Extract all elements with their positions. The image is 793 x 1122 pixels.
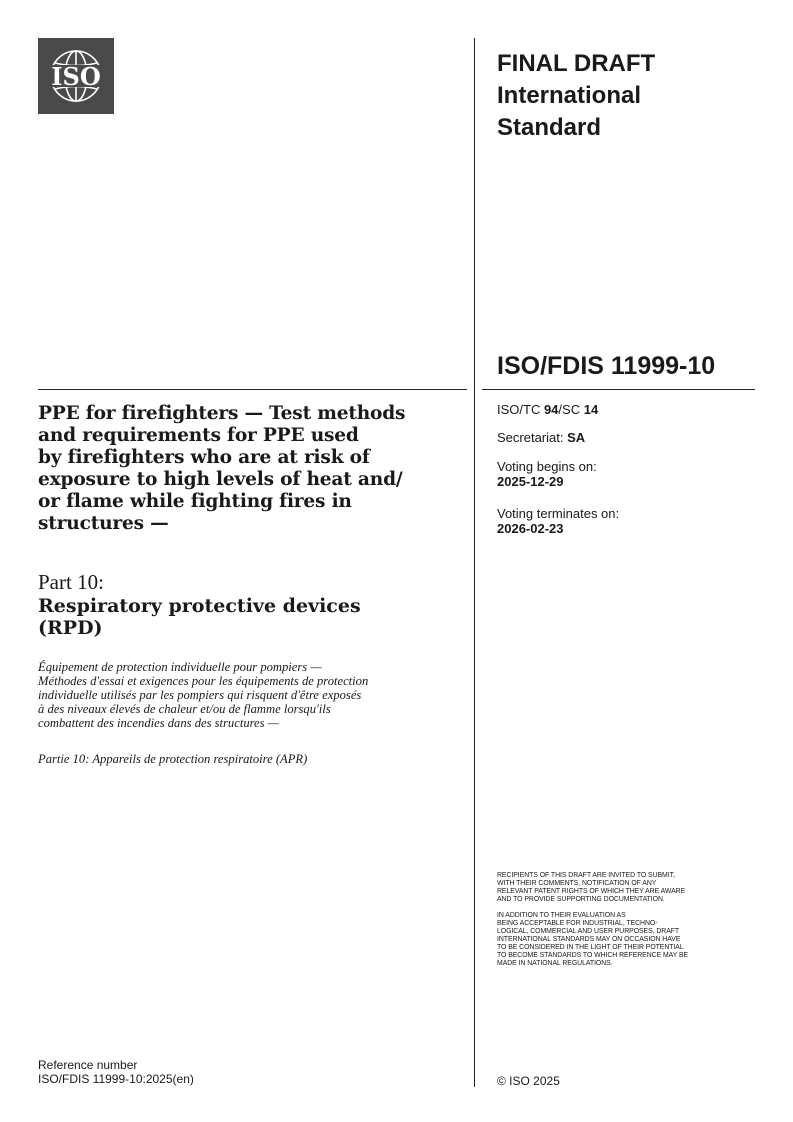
tc-number: 94 <box>543 402 559 417</box>
title-line: and requirements for PPE used <box>38 425 359 446</box>
title-fr-line: Équipement de protection individuelle pour pompiers — <box>38 660 322 674</box>
voting-terminates-label: Voting terminates on: <box>497 506 620 521</box>
horizontal-rule-right <box>482 389 755 390</box>
title-line: exposure to high levels of heat and/ <box>38 469 403 490</box>
secretariat-line <box>497 430 585 445</box>
committee-line <box>497 402 598 417</box>
notice-line: WITH THEIR COMMENTS, NOTIFICATION OF ANY <box>497 880 657 887</box>
notice-line: RECIPIENTS OF THIS DRAFT ARE INVITED TO SUBMIT, <box>497 872 675 879</box>
draft-kind-line: International <box>497 82 642 109</box>
voting-terminates-date: 2026-02-23 <box>497 521 564 536</box>
part-title-line: (RPD) <box>38 617 103 639</box>
horizontal-rule-left <box>38 389 467 390</box>
reference-value: ISO/FDIS 11999-10:2025(en) <box>38 1072 194 1086</box>
title-line: structures — <box>38 513 169 534</box>
draft-kind-line: Standard <box>497 114 602 141</box>
notice-line: TO BE CONSIDERED IN THE LIGHT OF THEIR POTENTIAL <box>497 944 684 951</box>
secretariat-value: SA <box>567 430 586 445</box>
notice-line: MADE IN NATIONAL REGULATIONS. <box>497 960 613 967</box>
copyright: © ISO 2025 <box>497 1074 560 1088</box>
title-line: by firefighters who are at risk of <box>38 447 370 468</box>
notice-line: IN ADDITION TO THEIR EVALUATION AS <box>497 912 626 919</box>
sc-number: 14 <box>583 402 599 417</box>
standard-number: ISO/FDIS 11999-10 <box>497 352 716 380</box>
title-line: or flame while fighting fires in <box>38 491 352 512</box>
draft-kind-heading <box>497 48 757 144</box>
title-french <box>38 660 458 730</box>
title-fr-line: Méthodes d'essai et exigences pour les équipements de protection <box>38 674 369 688</box>
patent-notice <box>497 872 757 904</box>
notice-line: AND TO PROVIDE SUPPORTING DOCUMENTATION. <box>497 896 665 903</box>
part-title-french: Partie 10: Appareils de protection respiratoire (APR) <box>38 752 308 766</box>
notice-line: RELEVANT PATENT RIGHTS OF WHICH THEY ARE AWARE <box>497 888 686 895</box>
committee-prefix: ISO/TC <box>497 402 544 417</box>
notice-line: BEING ACCEPTABLE FOR INDUSTRIAL, TECHNO- <box>497 920 658 927</box>
title-english <box>38 403 458 535</box>
sc-prefix: /SC <box>558 402 584 417</box>
notice-line: INTERNATIONAL STANDARDS MAY ON OCCASION HAVE <box>497 936 681 943</box>
part-title-line: Respiratory protective devices <box>38 595 361 617</box>
draft-kind-line: FINAL DRAFT <box>497 50 656 77</box>
title-fr-line: combattent des incendies dans des structures — <box>38 716 279 730</box>
iso-logo <box>38 38 114 114</box>
secretariat-label: Secretariat: <box>497 430 568 445</box>
reference-number <box>38 1058 194 1086</box>
notice-line: LOGICAL, COMMERCIAL AND USER PURPOSES, DRAFT <box>497 928 680 935</box>
notice-line: TO BECOME STANDARDS TO WHICH REFERENCE MAY BE <box>497 952 689 959</box>
evaluation-notice <box>497 912 757 968</box>
part-label: Part 10: <box>38 570 104 594</box>
title-fr-line: individuelle utilisés par les pompiers qui risquent d'être exposés <box>38 688 362 702</box>
globe-icon <box>38 38 114 114</box>
logo-text: ISO <box>51 62 101 91</box>
voting-begins-label: Voting begins on: <box>497 459 597 474</box>
title-fr-line: à des niveaux élevés de chaleur et/ou de flamme lorsqu'ils <box>38 702 331 716</box>
vertical-divider <box>474 38 475 1087</box>
reference-label: Reference number <box>38 1058 138 1072</box>
part-title <box>38 595 458 639</box>
title-line: PPE for firefighters — Test methods <box>38 403 406 424</box>
voting-begins-date: 2025-12-29 <box>497 474 564 489</box>
